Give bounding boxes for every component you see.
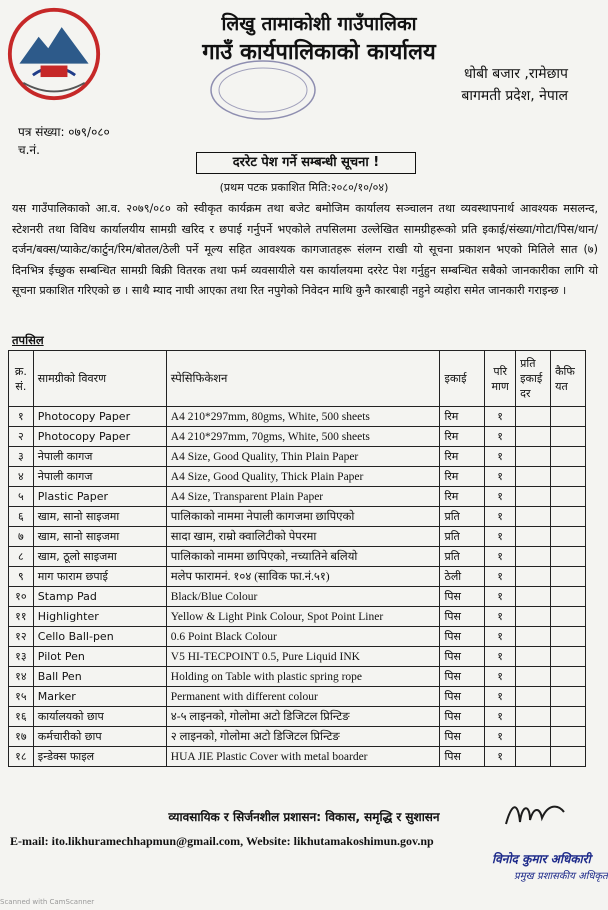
cell-serial: ६ — [9, 507, 34, 527]
publication-date: (प्रथम पटक प्रकाशित मिति:२०८०/१०/०४) — [219, 181, 389, 194]
cell-unit: रिम — [440, 427, 485, 447]
cell-quantity: १ — [485, 687, 516, 707]
cell-spec: Permanent with different colour — [166, 687, 440, 707]
cell-quantity: १ — [485, 667, 516, 687]
signer-name: विनोद कुमार अधिकारी — [492, 852, 591, 866]
cell-unit: पिस — [440, 647, 485, 667]
cell-quantity: १ — [485, 627, 516, 647]
office-name: गाउँ कार्यपालिकाको कार्यालय — [202, 40, 436, 65]
cell-item: कर्मचारीको छाप — [33, 727, 166, 747]
cell-remarks — [551, 727, 586, 747]
letter-number: पत्र संख्या: ०७९/०८० — [18, 125, 110, 139]
cell-unit: पिस — [440, 627, 485, 647]
handwritten-signature — [500, 794, 570, 834]
address-line-2: बागमती प्रदेश, नेपाल — [461, 88, 568, 104]
cell-serial: ३ — [9, 447, 34, 467]
cell-rate — [516, 447, 551, 467]
cell-item: Stamp Pad — [33, 587, 166, 607]
cell-rate — [516, 647, 551, 667]
scanner-watermark: Scanned with CamScanner — [0, 898, 95, 906]
municipality-name: लिखु तामाकोशी गाउँपालिका — [221, 13, 417, 35]
table-row — [9, 567, 586, 587]
cell-unit: पिस — [440, 687, 485, 707]
cell-remarks — [551, 527, 586, 547]
table-row — [9, 727, 586, 747]
table-row — [9, 607, 586, 627]
office-motto: व्यावसायिक र सिर्जनशील प्रशासन: विकास, समृद्धि र सुशासन — [168, 810, 440, 824]
cell-quantity: १ — [485, 547, 516, 567]
cell-spec: Holding on Table with plastic spring rope — [166, 667, 440, 687]
header-rate: प्रति इकाई दर — [516, 351, 551, 407]
cell-item: खाम, सानो साइजमा — [33, 527, 166, 547]
cell-spec: २ लाइनको, गोलोमा अटो डिजिटल प्रिन्टिङ — [166, 727, 440, 747]
table-row — [9, 467, 586, 487]
cell-serial: २ — [9, 427, 34, 447]
cell-rate — [516, 727, 551, 747]
cell-spec: पालिकाको नाममा छापिएको, नच्यातिने बलियो — [166, 547, 440, 567]
cell-spec: V5 HI-TECPOINT 0.5, Pure Liquid INK — [166, 647, 440, 667]
cell-item: Cello Ball-pen — [33, 627, 166, 647]
cell-remarks — [551, 747, 586, 767]
cell-serial: १० — [9, 587, 34, 607]
cell-serial: १६ — [9, 707, 34, 727]
table-row — [9, 547, 586, 567]
cell-unit: पिस — [440, 707, 485, 727]
contact-info: E-mail: ito.likhuramechhapmun@gmail.com, Website: likhutamakoshimun.gov.np — [10, 834, 434, 848]
table-row — [9, 647, 586, 667]
table-row — [9, 747, 586, 767]
table-row — [9, 667, 586, 687]
cell-quantity: १ — [485, 647, 516, 667]
cell-remarks — [551, 507, 586, 527]
cell-remarks — [551, 547, 586, 567]
table-row — [9, 447, 586, 467]
cell-quantity: १ — [485, 527, 516, 547]
cell-rate — [516, 527, 551, 547]
cell-quantity: १ — [485, 727, 516, 747]
cell-spec: मलेप फारामनं. १०४ (साविक फा.नं.५१) — [166, 567, 440, 587]
details-heading: तपसिल — [12, 333, 44, 347]
cell-spec: A4 Size, Transparent Plain Paper — [166, 487, 440, 507]
cell-item: Marker — [33, 687, 166, 707]
cell-unit: पिस — [440, 747, 485, 767]
cell-quantity: १ — [485, 507, 516, 527]
cell-item: माग फाराम छपाई — [33, 567, 166, 587]
cell-item: Highlighter — [33, 607, 166, 627]
cell-spec: 0.6 Point Black Colour — [166, 627, 440, 647]
cell-spec: A4 210*297mm, 70gms, White, 500 sheets — [166, 427, 440, 447]
cell-item: Plastic Paper — [33, 487, 166, 507]
cell-quantity: १ — [485, 567, 516, 587]
dispatch-number: च.नं. — [18, 143, 40, 157]
table-row — [9, 527, 586, 547]
table-row — [9, 407, 586, 427]
cell-serial: ११ — [9, 607, 34, 627]
cell-rate — [516, 467, 551, 487]
table-row — [9, 627, 586, 647]
cell-item: खाम, ठूलो साइजमा — [33, 547, 166, 567]
cell-spec: Yellow & Light Pink Colour, Spot Point Liner — [166, 607, 440, 627]
cell-serial: १७ — [9, 727, 34, 747]
cell-spec: A4 Size, Good Quality, Thin Plain Paper — [166, 447, 440, 467]
header-serial: क्र. सं. — [9, 351, 34, 407]
cell-item: Pilot Pen — [33, 647, 166, 667]
table-row — [9, 487, 586, 507]
cell-quantity: १ — [485, 407, 516, 427]
cell-serial: ४ — [9, 467, 34, 487]
cell-unit: ठेली — [440, 567, 485, 587]
header-quantity: परि माण — [485, 351, 516, 407]
header-remarks: कैफि यत — [551, 351, 586, 407]
cell-spec: Black/Blue Colour — [166, 587, 440, 607]
cell-serial: ९ — [9, 567, 34, 587]
cell-unit: प्रति — [440, 527, 485, 547]
cell-rate — [516, 667, 551, 687]
cell-item: इन्डेक्स फाइल — [33, 747, 166, 767]
cell-item: खाम, सानो साइजमा — [33, 507, 166, 527]
table-row — [9, 587, 586, 607]
cell-rate — [516, 567, 551, 587]
cell-quantity: १ — [485, 747, 516, 767]
cell-quantity: १ — [485, 707, 516, 727]
cell-serial: ५ — [9, 487, 34, 507]
cell-unit: रिम — [440, 447, 485, 467]
cell-rate — [516, 687, 551, 707]
table-row — [9, 427, 586, 447]
cell-item: नेपाली कागज — [33, 447, 166, 467]
cell-spec: ४-५ लाइनको, गोलोमा अटो डिजिटल प्रिन्टिङ — [166, 707, 440, 727]
notice-title: दररेट पेश गर्ने सम्बन्धी सूचना ! — [196, 152, 416, 174]
header-unit: इकाई — [440, 351, 485, 407]
cell-remarks — [551, 607, 586, 627]
cell-item: नेपाली कागज — [33, 467, 166, 487]
cell-item: कार्यालयको छाप — [33, 707, 166, 727]
cell-item: Ball Pen — [33, 667, 166, 687]
table-row — [9, 707, 586, 727]
cell-rate — [516, 427, 551, 447]
cell-remarks — [551, 447, 586, 467]
cell-remarks — [551, 427, 586, 447]
cell-spec: A4 Size, Good Quality, Thick Plain Paper — [166, 467, 440, 487]
cell-remarks — [551, 407, 586, 427]
cell-serial: १२ — [9, 627, 34, 647]
signer-title: प्रमुख प्रशासकीय अधिकृत — [514, 871, 608, 882]
cell-unit: प्रति — [440, 507, 485, 527]
cell-unit: पिस — [440, 727, 485, 747]
cell-unit: रिम — [440, 407, 485, 427]
cell-unit: प्रति — [440, 547, 485, 567]
table-row — [9, 507, 586, 527]
cell-remarks — [551, 487, 586, 507]
table-row — [9, 687, 586, 707]
cell-spec: HUA JIE Plastic Cover with metal boarder — [166, 747, 440, 767]
cell-rate — [516, 407, 551, 427]
cell-unit: रिम — [440, 487, 485, 507]
cell-spec: पालिकाको नाममा नेपाली कागजमा छापिएको — [166, 507, 440, 527]
cell-rate — [516, 707, 551, 727]
cell-remarks — [551, 707, 586, 727]
cell-quantity: १ — [485, 447, 516, 467]
header-spec: स्पेसिफिकेशन — [166, 351, 440, 407]
cell-quantity: १ — [485, 607, 516, 627]
cell-quantity: १ — [485, 587, 516, 607]
office-seal-stamp — [208, 58, 318, 122]
header-item: सामग्रीको विवरण — [33, 351, 166, 407]
cell-serial: १८ — [9, 747, 34, 767]
cell-quantity: १ — [485, 487, 516, 507]
cell-serial: १५ — [9, 687, 34, 707]
cell-serial: ८ — [9, 547, 34, 567]
cell-rate — [516, 627, 551, 647]
cell-unit: पिस — [440, 667, 485, 687]
cell-item: Photocopy Paper — [33, 407, 166, 427]
cell-item: Photocopy Paper — [33, 427, 166, 447]
cell-remarks — [551, 467, 586, 487]
cell-spec: सादा खाम, राम्रो क्वालिटीको पेपरमा — [166, 527, 440, 547]
cell-unit: पिस — [440, 587, 485, 607]
cell-quantity: १ — [485, 467, 516, 487]
cell-remarks — [551, 687, 586, 707]
cell-serial: १३ — [9, 647, 34, 667]
cell-rate — [516, 487, 551, 507]
cell-unit: पिस — [440, 607, 485, 627]
cell-rate — [516, 547, 551, 567]
cell-remarks — [551, 647, 586, 667]
cell-serial: १ — [9, 407, 34, 427]
items-table-body — [9, 407, 586, 767]
notice-body: यस गाउँपालिकाको आ.व. २०७९/०८० को स्वीकृत कार्यक्रम तथा बजेट बमोजिम कार्यालय सञ्चालन तथा व्यवस्थापनार्थ आवश्यक मसलन्द, स्टेशनरी तथा विविध कार्यालयीय सामग्री खरिद र छपाई गर्नुपर्ने भएकोले तपसिलमा उल्लेखित सामग्रीहरूको प्रति इकाई/संख्या/गोटा/पिस/थान/दर्जन/बक्स/प्याकेट/कार्टुन/रिम/बोतल/ठेली पर्ने मूल्य सहित आवश्यक कागजातहरू संलग्न राखी यो सूचना प्रकाशन भएको मितिले सात (७) दिनभित्र ईच्छुक सम्बन्धित सामग्री बिक्री वितरक तथा फर्म व्यवसायीले यस कार्यालयमा दररेट पेश गर्नुहुन सम्बन्धित सबैको जानकारीका लागि यो सूचना प्रकाशित गरिएको छ । साथै म्याद नाघी आएका तथा रित नपुगेको निवेदन माथि कुनै कारबाही नहुने व्यहोरा समेत जानकारी गराइन्छ । — [12, 202, 598, 297]
cell-unit: रिम — [440, 467, 485, 487]
cell-quantity: १ — [485, 427, 516, 447]
cell-remarks — [551, 627, 586, 647]
cell-rate — [516, 747, 551, 767]
cell-remarks — [551, 587, 586, 607]
cell-remarks — [551, 567, 586, 587]
address-line-1: धोबी बजार ,रामेछाप — [463, 66, 568, 82]
table-header-row — [9, 351, 586, 407]
cell-serial: १४ — [9, 667, 34, 687]
cell-spec: A4 210*297mm, 80gms, White, 500 sheets — [166, 407, 440, 427]
items-table — [8, 350, 586, 767]
cell-rate — [516, 587, 551, 607]
cell-remarks — [551, 667, 586, 687]
cell-rate — [516, 607, 551, 627]
cell-rate — [516, 507, 551, 527]
cell-serial: ७ — [9, 527, 34, 547]
